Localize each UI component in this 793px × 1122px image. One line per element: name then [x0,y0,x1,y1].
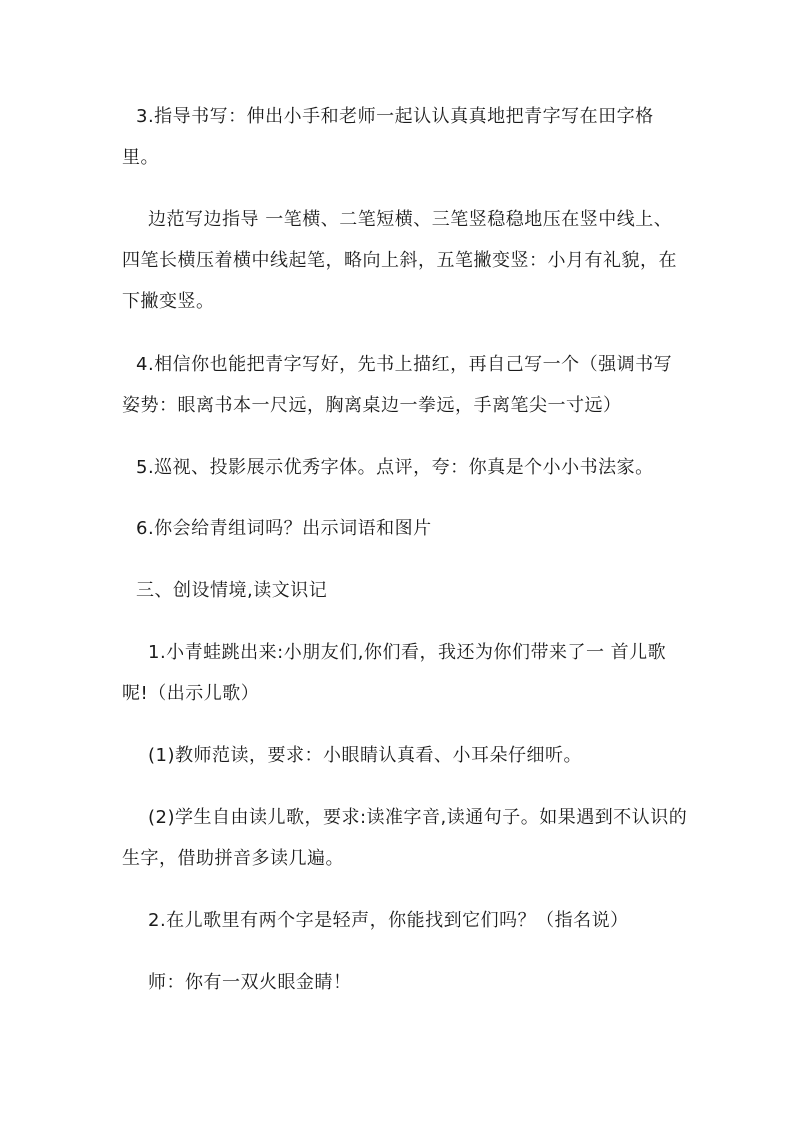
paragraph-word-building [122,508,682,549]
text-line: 4.相信你也能把青字写好，先书上描红，再自己写一个（强调书写 [136,354,673,375]
text-line: 1.小青蛙跳出来:小朋友们,你们看，我还为你们带来了一 首儿歌 [148,642,667,663]
paragraph-teacher-reads [122,735,682,776]
paragraph-neutral-tone [122,900,682,941]
text-line: 四笔长横压着横中线起笔，略向上斜，五笔撇变竖：小月有礼貌，在 [122,250,677,271]
paragraph-teacher-praise [122,962,682,1003]
paragraph-frog-song [122,632,682,714]
paragraph-guided-writing [122,96,682,178]
text-line: 5.巡视、投影展示优秀字体。点评，夸：你真是个小小书法家。 [136,457,654,478]
text-line: 姿势：眼离书本一尺远，胸离桌边一拳远，手离笔尖一寸远） [122,395,622,416]
text-line: 2.在儿歌里有两个字是轻声，你能找到它们吗？（指名说） [148,910,629,931]
text-line: 呢!（出示儿歌） [122,683,260,704]
text-line: (1)教师范读，要求：小眼睛认真看、小耳朵仔细听。 [148,745,582,766]
paragraph-writing-posture [122,344,682,426]
text-line: (2)学生自由读儿歌，要求:读准字音,读通句子。如果遇到不认识的 [148,807,688,828]
text-line: 边范写边指导 一笔横、二笔短横、三笔竖稳稳地压在竖中线上、 [148,209,673,230]
text-line: 里。 [122,147,159,168]
text-line: 3.指导书写：伸出小手和老师一起认认真真地把青字写在田字格 [136,106,654,127]
paragraph-showcase [122,447,682,488]
section-heading-three [122,570,682,611]
text-line: 师：你有一双火眼金睛！ [148,972,352,993]
text-line: 下撇变竖。 [122,291,215,312]
section-heading: 三、创设情境,读文识记 [136,580,328,601]
paragraph-students-read [122,797,688,879]
text-line: 生字，借助拼音多读几遍。 [122,848,344,869]
paragraph-stroke-instructions [122,199,682,322]
text-line: 6.你会给青组词吗？出示词语和图片 [136,518,432,539]
